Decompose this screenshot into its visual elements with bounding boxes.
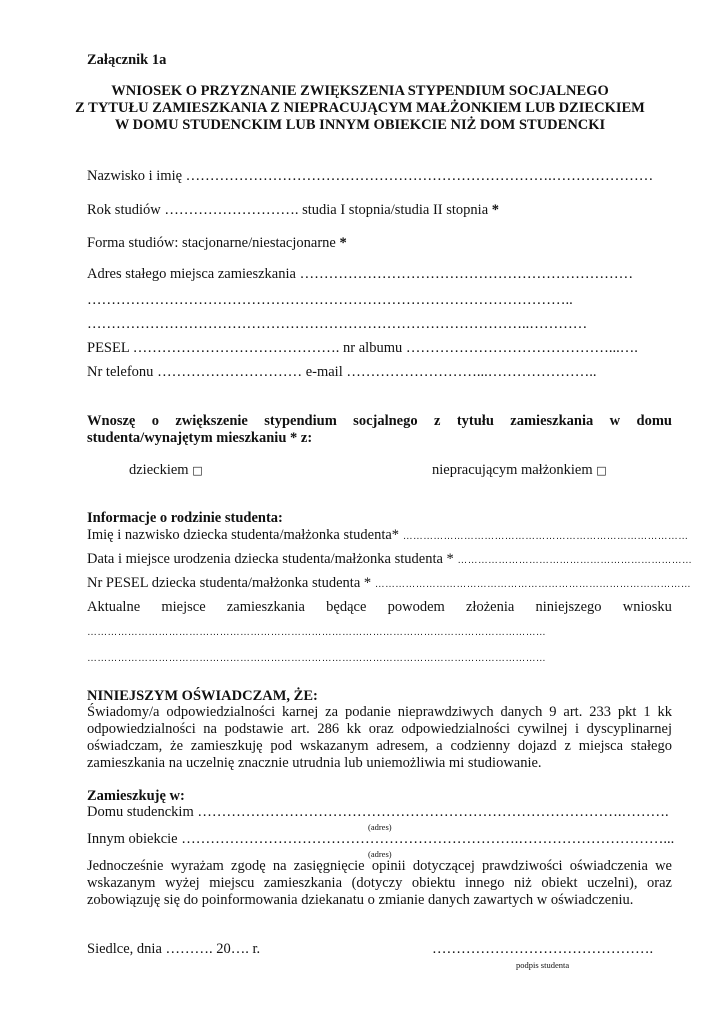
child-name-field[interactable]: ………………………………………………………………………… — [402, 531, 689, 542]
dorm-address-caption: (adres) — [368, 822, 392, 832]
residence-word: Aktualne — [87, 599, 141, 615]
signature-caption: podpis studenta — [516, 960, 570, 970]
address-field-line-2[interactable]: ……………………………………………………………………………………….. — [87, 292, 573, 308]
declaration-heading: NINIEJSZYM OŚWIADCZAM, ŻE: — [87, 688, 318, 704]
request-line-1 — [87, 413, 672, 430]
declaration-text: Świadomy/a odpowiedzialności karnej za podanie nieprawdziwych danych 9 art. 233 pkt 1 kk odpowiedzialności na podstawie art. 286 kk oraz odpowiedzialności cywilnej i dyscyplinarnej oświadczam, że zamieszkuję pod wskazanym adresem, a codzienny dojazd z miejsca stałego zamieszkania na uczelnię znacznie utrudnia lub uniemożliwia mi studiowanie. — [87, 704, 672, 771]
degree-options[interactable]: studia I stopnia/studia II stopnia — [302, 202, 489, 218]
study-form-options[interactable]: Forma studiów: stacjonarne/niestacjonarne — [87, 235, 336, 251]
form-title-line-1: WNIOSEK O PRZYZNANIE ZWIĘKSZENIA STYPENDIUM SOCJALNEGO — [111, 83, 609, 99]
email-label: e-mail — [305, 364, 343, 380]
child-pesel-field[interactable]: ………………………………………………………………………………… — [374, 579, 691, 590]
child-birth-label: Data i miejsce urodzenia dziecka studenta/małżonka studenta * — [87, 551, 454, 567]
current-residence-field-line-1[interactable]: ……………………………………………………………………………………………………………………… — [87, 627, 546, 638]
request-word: z — [434, 413, 441, 429]
request-line-2: studenta/wynajętym mieszkaniu * z: — [87, 430, 313, 446]
other-row — [87, 831, 674, 848]
request-word: domu — [636, 413, 672, 429]
request-word: socjalnego — [353, 413, 418, 429]
address-row — [87, 266, 633, 283]
album-label: nr albumu — [343, 340, 403, 356]
other-address-field[interactable]: …………………………………………………………….…………………………... — [181, 831, 675, 847]
name-row — [87, 168, 653, 185]
pesel-row — [87, 340, 638, 357]
address-label: Adres stałego miejsca zamieszkania — [87, 266, 296, 282]
year-row — [87, 202, 499, 219]
address-field-line-3[interactable]: ………………………………………………………………………………..………… — [87, 316, 588, 332]
residence-word: złożenia — [466, 599, 515, 615]
name-field[interactable]: ………………………………………………………………….………………… — [185, 168, 654, 184]
request-word: zwiększenie — [175, 413, 248, 429]
study-form-row — [87, 235, 347, 252]
request-word: o — [151, 413, 159, 429]
residence-word: powodem — [387, 599, 445, 615]
other-label: Innym obiekcie — [87, 831, 178, 847]
option-child-label: dzieckiem — [129, 462, 189, 478]
residence-word: miejsce — [161, 599, 206, 615]
dorm-row — [87, 804, 669, 821]
signature-field[interactable]: ………………………………………. — [432, 941, 654, 957]
request-word: zamieszkania — [510, 413, 594, 429]
option-spouse-label: niepracującym małżonkiem — [432, 462, 593, 478]
place-date-field[interactable]: Siedlce, dnia ………. 20…. r. — [87, 941, 261, 957]
option-child[interactable] — [129, 462, 203, 479]
contact-row — [87, 364, 596, 381]
child-name-label: Imię i nazwisko dziecka studenta/małżonka studenta* — [87, 527, 400, 543]
residence-heading: Zamieszkuję w: — [87, 788, 185, 804]
child-birth-row — [87, 551, 692, 568]
residence-word: niniejszego — [535, 599, 602, 615]
other-address-caption: (adres) — [368, 849, 392, 859]
album-field[interactable]: ……………………………………...…. — [405, 340, 638, 356]
form-title-line-2: Z TYTUŁU ZAMIESZKANIA Z NIEPRACUJĄCYM MAŁŻONKIEM LUB DZIECKIEM — [75, 100, 645, 116]
form-title — [60, 83, 660, 134]
child-pesel-label: Nr PESEL dziecka studenta/małżonka studenta * — [87, 575, 372, 591]
option-spouse-checkbox[interactable]: □ — [596, 464, 607, 477]
consent-text: Jednocześnie wyrażam zgodę na zasięgnięcie opinii dotyczącej prawdziwości oświadczenia we wskazanym wyżej miejscu zamieszkania (dotyczy obiektu innego niż obiekt uczelni), oraz zobowiązuję się do poinformowania dziekanatu o zmianie danych zawartych w oświadczeniu. — [87, 858, 672, 908]
email-field[interactable]: ………………………...………………….. — [346, 364, 597, 380]
option-child-checkbox[interactable]: □ — [192, 464, 203, 477]
form-title-line-3: W DOMU STUDENCKIM LUB INNYM OBIEKCIE NIŻ DOM STUDENCKI — [114, 117, 606, 133]
family-heading: Informacje o rodzinie studenta: — [87, 510, 283, 526]
pesel-label: PESEL — [87, 340, 130, 356]
phone-label: Nr telefonu — [87, 364, 154, 380]
asterisk: * — [491, 202, 500, 218]
option-spouse[interactable] — [432, 462, 607, 479]
current-residence-row — [87, 599, 672, 616]
child-birth-field[interactable]: …………………………………………………………… — [457, 555, 693, 566]
phone-field[interactable]: ………………………… — [157, 364, 303, 380]
residence-word: zamieszkania — [226, 599, 305, 615]
residence-word: wniosku — [622, 599, 672, 615]
asterisk: * — [339, 235, 347, 251]
address-field-line-1[interactable]: …………………………………………………………… — [299, 266, 634, 282]
current-residence-field-line-2[interactable]: ……………………………………………………………………………………………………………………… — [87, 653, 546, 664]
dorm-address-field[interactable]: …………………………………………………………………………….………. — [197, 804, 669, 820]
dorm-label: Domu studenckim — [87, 804, 194, 820]
child-pesel-row — [87, 575, 691, 592]
year-label: Rok studiów — [87, 202, 161, 218]
request-word: w — [609, 413, 621, 429]
child-name-row — [87, 527, 688, 544]
request-word: tytułu — [456, 413, 494, 429]
request-word: stypendium — [264, 413, 337, 429]
attachment-label: Załącznik 1a — [87, 52, 167, 68]
residence-word: będące — [326, 599, 367, 615]
pesel-field[interactable]: ……………………………………. — [132, 340, 340, 356]
year-field[interactable]: ………………………. — [164, 202, 299, 218]
name-label: Nazwisko i imię — [87, 168, 183, 184]
request-word: Wnoszę — [87, 413, 136, 429]
